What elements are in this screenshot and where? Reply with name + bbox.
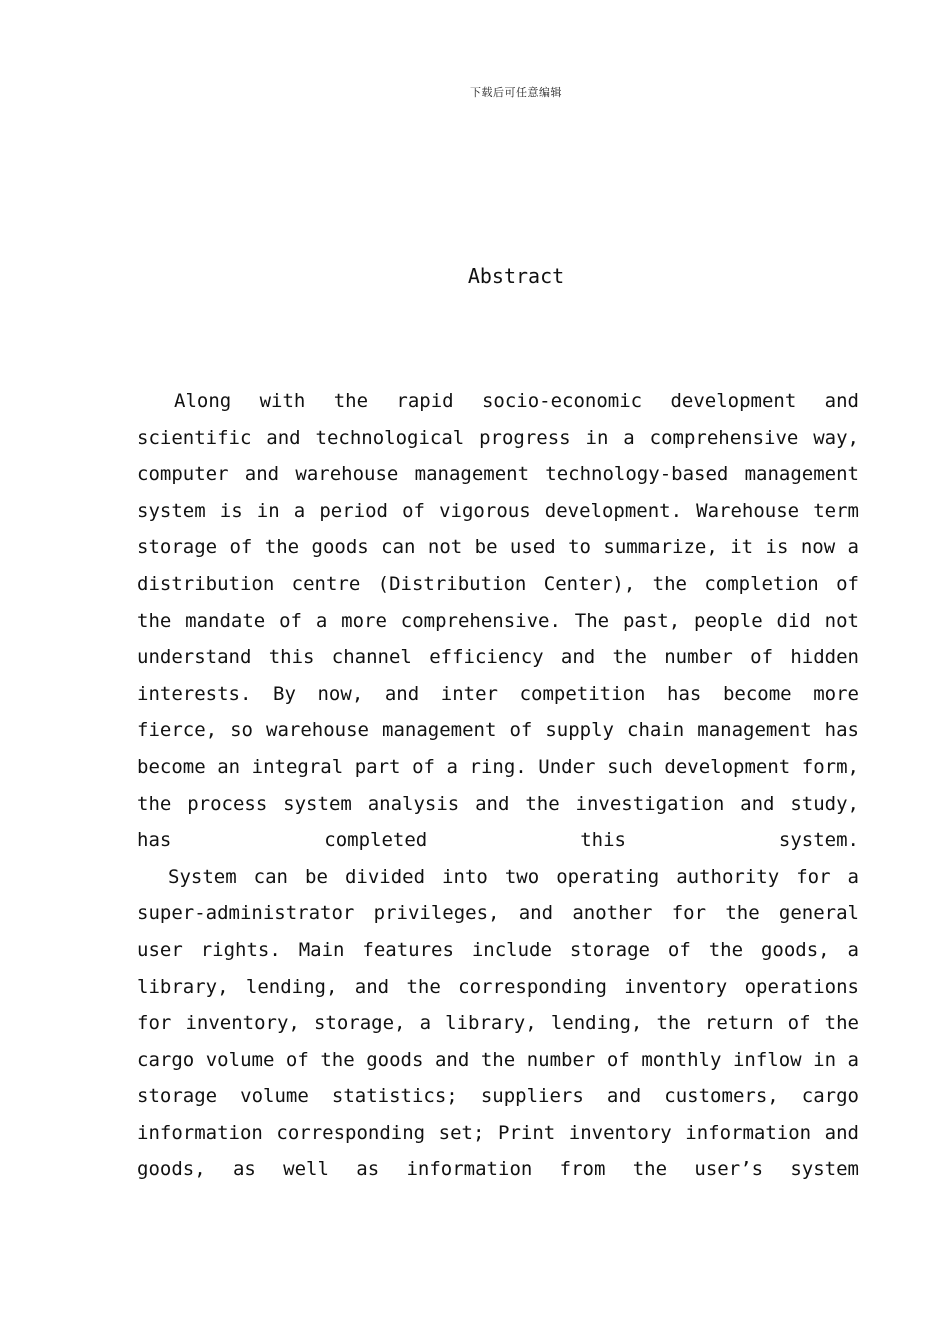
- abstract-body: [137, 383, 859, 1188]
- abstract-title: Abstract: [467, 264, 565, 288]
- abstract-paragraph-2: System can be divided into two operating authority for a super-administrator privileges, and another for the general user rights. Main features include storage of the goods, a library, lending, and the corresponding inventory operations for inventory, storage, a library, lending, the return of the cargo volume of the goods and the number of monthly inflow in a storage volume statistics; suppliers and customers, cargo information corresponding set; Print inventory information and goods, as well as information from the user’s system: [137, 865, 859, 1181]
- abstract-paragraph-1: Along with the rapid socio-economic development and scientific and technological progress in a comprehensive way, computer and warehouse management technology-based management system is in a period of vigorous development. Warehouse term storage of the goods can not be used to summarize, it is now a distribution centre (Distribution Center), the completion of the mandate of a more comprehensive. The past, people did not understand this channel efficiency and the number of hidden interests. By now, and inter competition has become more fierce, so warehouse management of supply chain management has become an integral part of a ring. Under such development form, the process system analysis and the investigation and study, has completed this system.: [137, 390, 859, 852]
- page-header-note: 下载后可任意编辑: [470, 86, 562, 99]
